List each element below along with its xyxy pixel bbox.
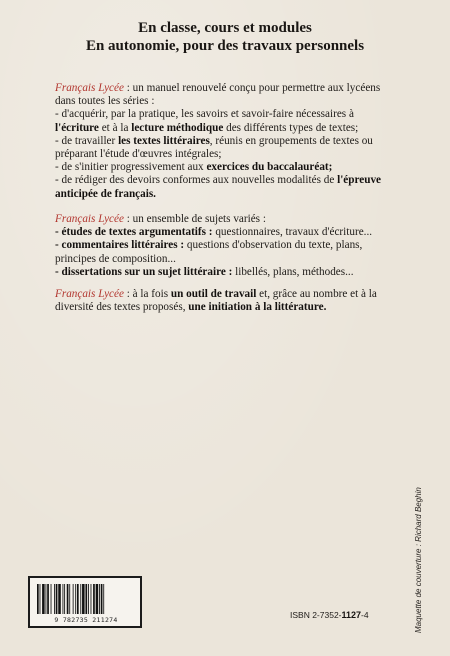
isbn-number — [290, 610, 369, 620]
emphasis-text: une initiation à la littérature. — [188, 301, 327, 314]
headline-line-1: En classe, cours et modules — [138, 20, 312, 36]
paragraph-intro: : un manuel renouvelé conçu pour permettre aux lycéens dans toutes les séries : — [55, 82, 381, 108]
list-item-text: questionnaires, travaux d'écriture... — [212, 226, 373, 239]
emphasis-text: exercices du baccalauréat; — [206, 161, 333, 174]
paragraph-text: et, grâce au nombre et à la diversité des textes proposés, — [55, 288, 377, 314]
isbn-bold: 1127 — [341, 610, 362, 620]
list-item-text: - de travailler — [55, 134, 119, 147]
brand-name: Français Lycée — [55, 288, 124, 300]
emphasis-text: lecture méthodique — [131, 121, 224, 134]
list-item-text: , réunis en groupements de textes ou préparant l'étude d'œuvres intégrales; — [55, 134, 373, 161]
barcode-bars — [36, 584, 134, 616]
list-item-text: et à la — [98, 121, 132, 134]
emphasis-text: - dissertations sur un sujet littéraire : — [55, 265, 233, 278]
cover-design-credit: Maquette de couverture : Richard Beghin — [414, 487, 423, 633]
list-item-text: - de rédiger des devoirs conformes aux nouvelles modalités de — [55, 174, 338, 187]
brand-name: Français Lycée — [55, 213, 124, 225]
list-item-text: - de s'initier progressivement aux — [55, 161, 207, 174]
list-item-text: libellés, plans, méthodes... — [232, 265, 354, 278]
isbn-suffix: -4 — [361, 610, 369, 620]
emphasis-text: un outil de travail — [170, 288, 257, 300]
isbn-prefix: ISBN 2-7352- — [290, 610, 342, 620]
headline-line-2: En autonomie, pour des travaux personnels — [85, 38, 365, 54]
barcode — [28, 576, 142, 628]
list-item-text: - d'acquérir, par la pratique, les savoirs et savoir-faire nécessaires à — [55, 108, 354, 121]
emphasis-text: l'épreuve anticipée de français. — [55, 174, 382, 200]
barcode-digits: 9 782735 211274 — [54, 616, 118, 624]
list-item-text: des différents types de textes; — [223, 121, 359, 134]
emphasis-text: les textes littéraires — [118, 134, 210, 147]
paragraph-subjects — [55, 213, 400, 279]
emphasis-text: - commentaires littéraires : — [55, 239, 185, 252]
brand-name: Français Lycée — [55, 82, 124, 94]
paragraph-text: : à la fois — [123, 288, 171, 300]
emphasis-text: l'écriture — [55, 121, 99, 134]
paragraph-intro: : un ensemble de sujets variés : — [123, 213, 266, 225]
paragraph-conclusion — [55, 288, 400, 314]
paragraph-manual — [55, 82, 400, 201]
emphasis-text: - études de textes argumentatifs : — [55, 226, 213, 239]
list-item-text: questions d'observation du texte, plans, principes de composition... — [55, 239, 363, 265]
